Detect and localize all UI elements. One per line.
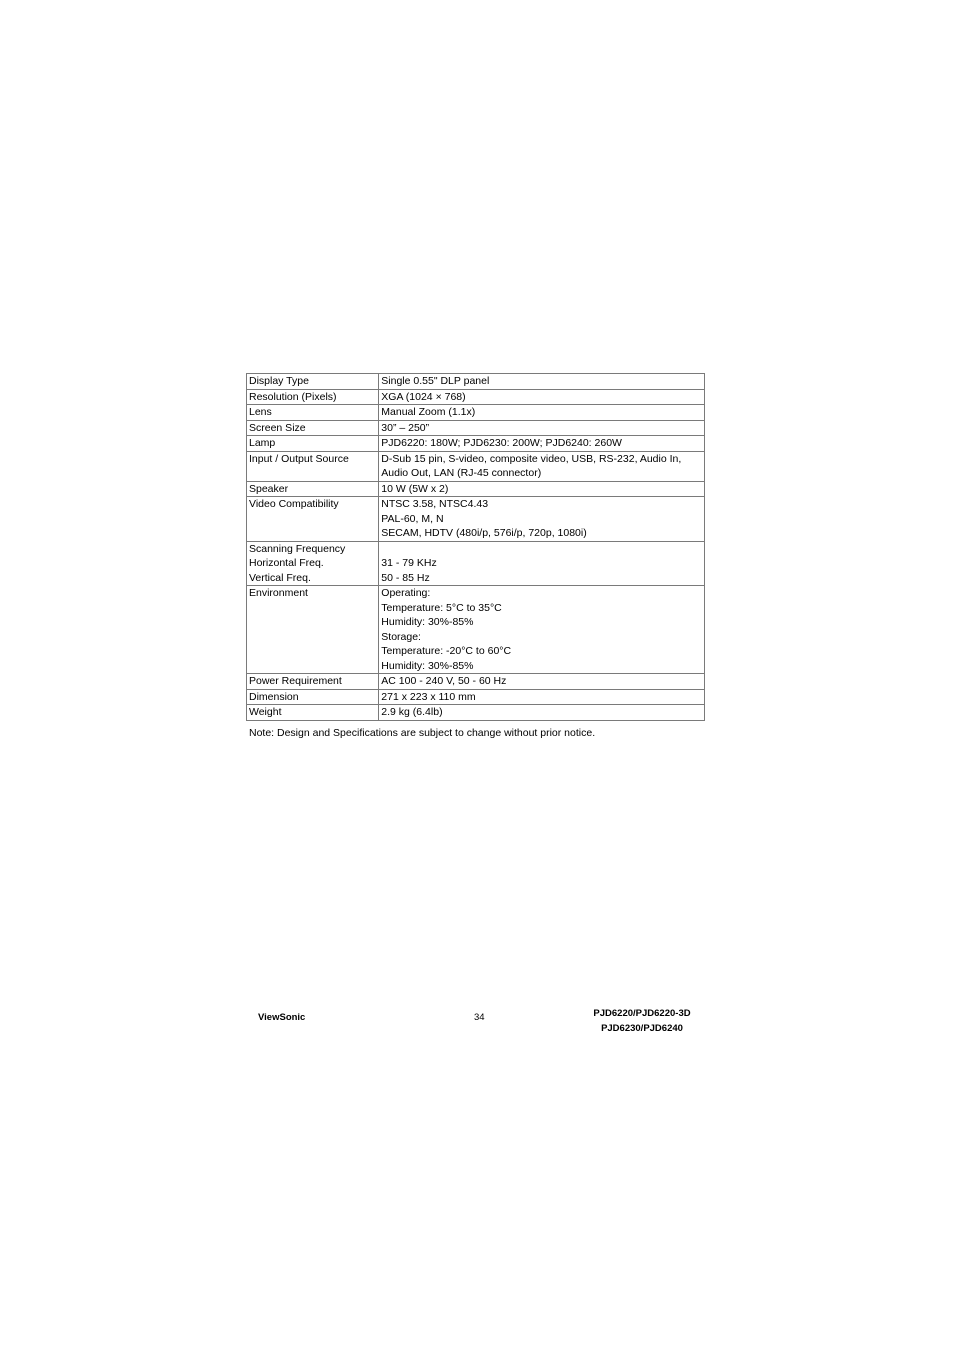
- spec-value: 31 - 79 KHz 50 - 85 Hz: [379, 541, 705, 586]
- table-row: [247, 674, 705, 690]
- spec-value: PJD6220: 180W; PJD6230: 200W; PJD6240: 260W: [379, 436, 705, 452]
- spec-note: Note: Design and Specifications are subject to change without prior notice.: [249, 727, 596, 739]
- spec-label: Speaker: [247, 481, 379, 497]
- table-row: [247, 481, 705, 497]
- spec-label: Screen Size: [247, 420, 379, 436]
- table-row: [247, 705, 705, 721]
- spec-label: Video Compatibility: [247, 497, 379, 542]
- spec-label: Power Requirement: [247, 674, 379, 690]
- spec-label: Input / Output Source: [247, 451, 379, 481]
- spec-label: Environment: [247, 586, 379, 674]
- table-row: [247, 405, 705, 421]
- footer-model-names: [572, 1006, 712, 1036]
- footer-brand: ViewSonic: [258, 1012, 306, 1023]
- spec-value: 2.9 kg (6.4lb): [379, 705, 705, 721]
- spec-label: Resolution (Pixels): [247, 389, 379, 405]
- spec-label: Scanning Frequency Horizontal Freq. Vertical Freq.: [247, 541, 379, 586]
- spec-value: 10 W (5W x 2): [379, 481, 705, 497]
- spec-value: XGA (1024 × 768): [379, 389, 705, 405]
- table-row: [247, 389, 705, 405]
- spec-label: Weight: [247, 705, 379, 721]
- spec-value: Manual Zoom (1.1x): [379, 405, 705, 421]
- spec-label: Display Type: [247, 374, 379, 390]
- spec-value: D-Sub 15 pin, S-video, composite video, USB, RS-232, Audio In, Audio Out, LAN (RJ-45 connector): [379, 451, 705, 481]
- table-row: [247, 451, 705, 481]
- spec-value: 271 x 223 x 110 mm: [379, 689, 705, 705]
- table-row: [247, 374, 705, 390]
- specifications-table: [246, 373, 705, 721]
- spec-value: NTSC 3.58, NTSC4.43 PAL-60, M, N SECAM, HDTV (480i/p, 576i/p, 720p, 1080i): [379, 497, 705, 542]
- spec-value: Single 0.55" DLP panel: [379, 374, 705, 390]
- spec-value: 30” – 250”: [379, 420, 705, 436]
- footer-models-line-1: PJD6220/PJD6220-3D: [593, 1008, 691, 1019]
- table-row: [247, 497, 705, 542]
- footer-models-line-2: PJD6230/PJD6240: [601, 1023, 683, 1034]
- spec-value: Operating: Temperature: 5°C to 35°C Humidity: 30%-85% Storage: Temperature: -20°C to 60°C Humidity: 30%-85%: [379, 586, 705, 674]
- spec-label: Dimension: [247, 689, 379, 705]
- specifications-table-body: [247, 374, 705, 721]
- table-row: [247, 689, 705, 705]
- table-row: [247, 586, 705, 674]
- table-row: [247, 420, 705, 436]
- page-number: 34: [474, 1012, 485, 1023]
- spec-label: Lamp: [247, 436, 379, 452]
- table-row: [247, 541, 705, 586]
- table-row: [247, 436, 705, 452]
- spec-value: AC 100 - 240 V, 50 - 60 Hz: [379, 674, 705, 690]
- spec-label: Lens: [247, 405, 379, 421]
